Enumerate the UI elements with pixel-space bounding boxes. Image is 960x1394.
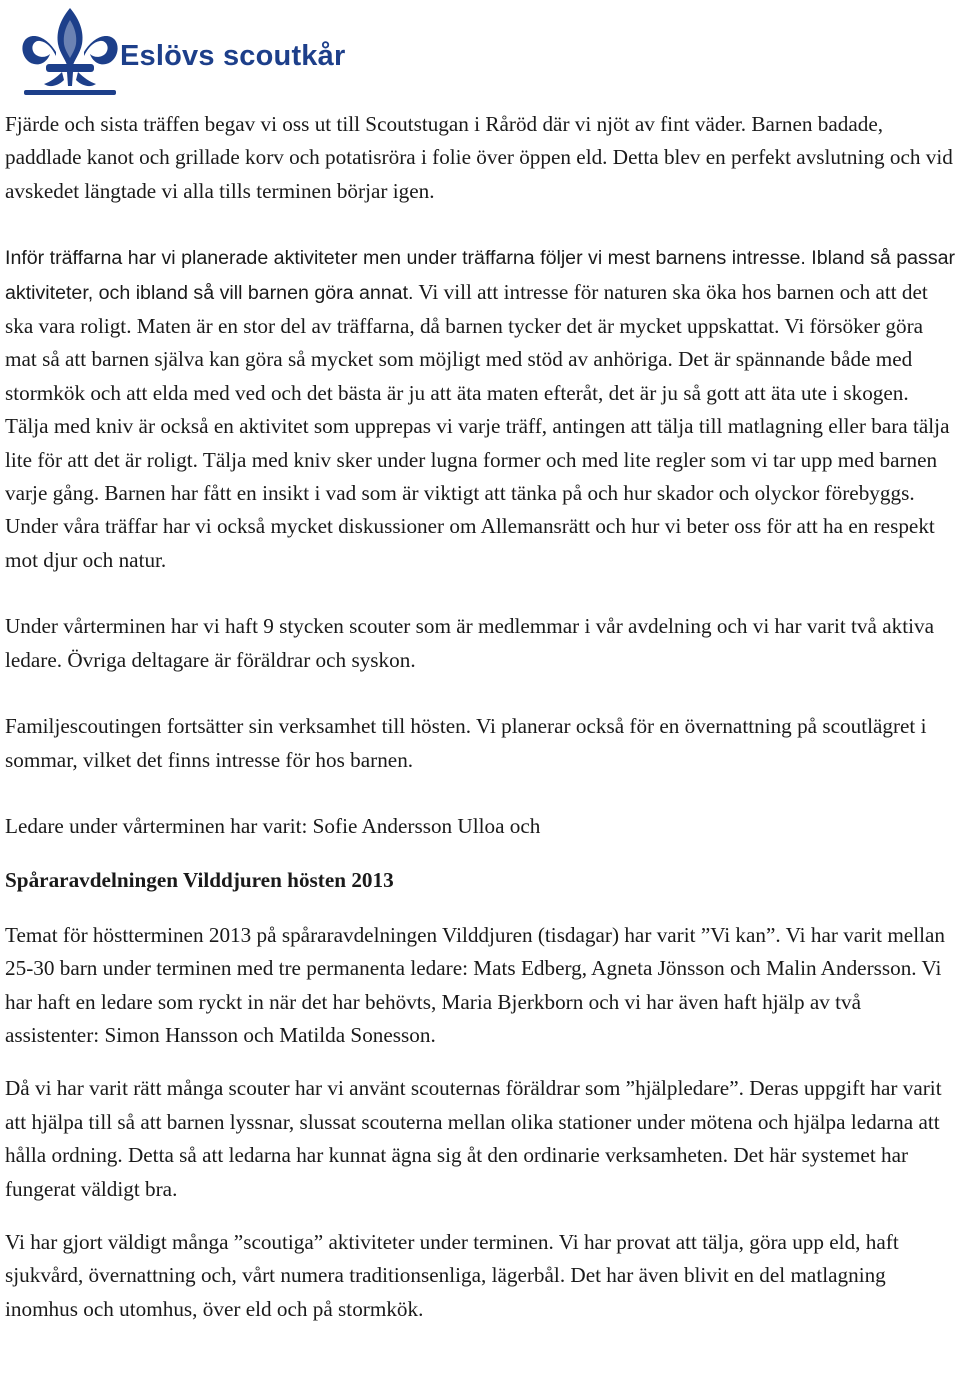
paragraph-final-meeting: Fjärde och sista träffen begav vi oss ut till Scoutstugan i Råröd där vi njöt av fint väder. Barnen badade, paddlade kanot och grillade korv och potatisröra i folie över öppen eld. Detta blev en perfekt avslutning och vid avskedet längtade vi alla tills terminen börjar igen. [5,112,953,203]
paragraph-leaders: Ledare under vårterminen har varit: Sofie Andersson Ulloa och [5,813,541,838]
scout-fleur-de-lis-icon [20,6,120,98]
paragraph-activities-intro: Inför träffarna har vi planerade aktiviteter men under träffarna följer vi mest barnens intresse. Ibland så passar aktiviteter, och ibland så vill barnen göra annat. [5,247,956,304]
paragraph-activities [5,241,957,577]
section-heading: Spåraravdelningen Vilddjuren hösten 2013 [5,868,394,893]
page-header [20,6,345,98]
paragraph-activities-body: Vi vill att intresse för naturen ska öka hos barnen och att det ska vara roligt. Maten är en stor del av träffarna, då barnen tycker det är mycket uppskattat. Vi försöker göra mat så att barnen själva kan göra så mycket som möjligt med stöd av anhöriga. Det är spännande både med stormkök och att elda med ved och det bästa är ju att äta maten efteråt, det är ju så gott att äta ute i skogen. Tälja med kniv är också en aktivitet som upprepas vi varje träff, antingen att tälja till matlagning eller bara tälja lite för att det är roligt. Tälja med kniv sker under lugna former och med lite regler som vi tar upp med barnen varje gång. Barnen har fått en insikt i vad som är viktigt att tänka på och hur skador och olyckor förebyggs. Under våra träffar har vi också mycket diskussioner om Allemansrätt och hur vi beter oss för att ha en respekt mot djur och natur. [5,279,950,572]
paragraph-theme: Temat för höstterminen 2013 på spåraravdelningen Vilddjuren (tisdagar) har varit ”Vi kan”. Vi har varit mellan 25-30 barn under terminen med tre permanenta ledare: Mats Edberg, Agneta Jönsson och Malin Andersson. Vi har haft en ledare som ryckt in när det har behövts, Maria Bjerkborn och vi har även haft hjälp av två assistenter: Simon Hansson och Matilda Sonesson. [5,922,945,1047]
paragraph-scout-activities: Vi har gjort väldigt många ”scoutiga” aktiviteter under terminen. Vi har provat att tälja, göra upp eld, haft sjukvård, övernattning och, vårt numera traditionsenliga, lägerbål. Det har även blivit en del matlagning inomhus och utomhus, över eld och på stormkök. [5,1229,899,1321]
paragraph-members: Under vårterminen har vi haft 9 stycken scouter som är medlemmar i vår avdelning och vi har varit två aktiva ledare. Övriga deltagare är föräldrar och syskon. [5,614,934,672]
paragraph-continuation: Familjescoutingen fortsätter sin verksamhet till hösten. Vi planerar också för en övernattning på scoutlägret i sommar, vilket det finns intresse för hos barnen. [5,714,927,772]
document-body [5,108,957,1326]
paragraph-helpers: Då vi har varit rätt många scouter har vi använt scouternas föräldrar som ”hjälpledare”. Deras uppgift har varit att hjälpa till så att barnen lyssnar, slussat scouterna mellan olika stationer under mötena och hjälpa ledarna att hålla ordning. Detta så att ledarna har kunnat ägna sig åt den ordinarie verksamheten. Det här systemet har fungerat väldigt bra. [5,1076,942,1201]
org-name: Eslövs scoutkår [120,39,346,72]
